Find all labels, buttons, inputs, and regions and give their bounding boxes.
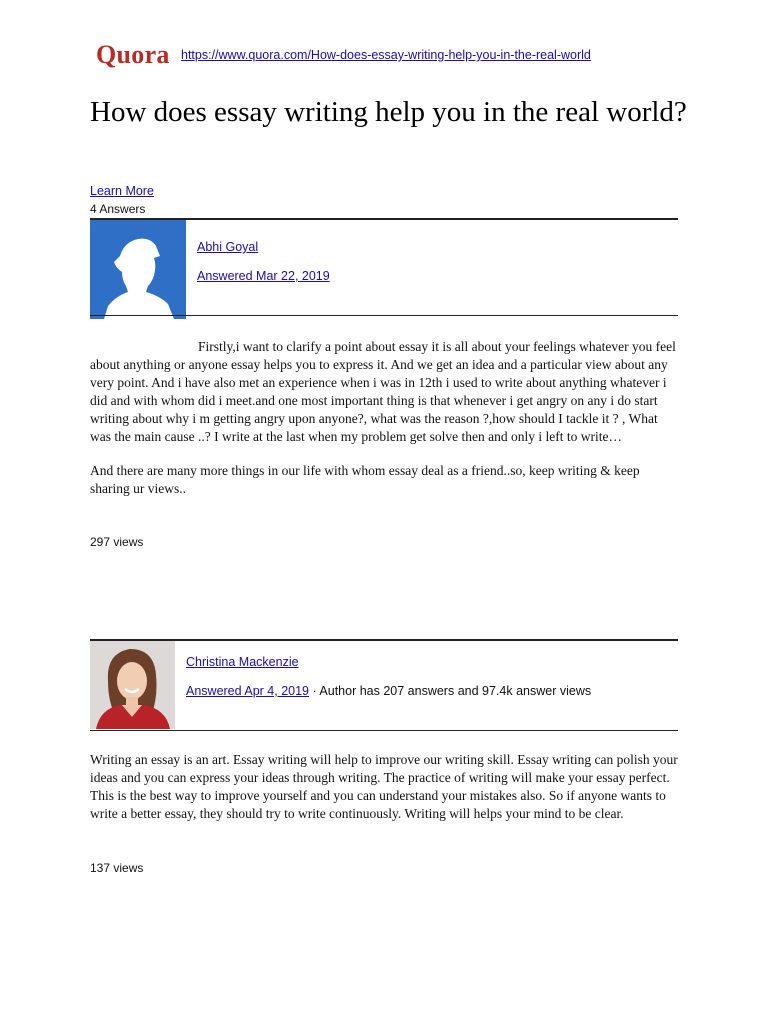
source-url-link[interactable]: https://www.quora.com/How-does-essay-writing-help-you-in-the-real-world bbox=[181, 48, 591, 62]
answer-author-link[interactable]: Abhi Goyal bbox=[197, 240, 259, 254]
question-title: How does essay writing help you in the real world? bbox=[90, 96, 687, 128]
person-silhouette-icon bbox=[90, 220, 186, 319]
avatar[interactable] bbox=[90, 220, 186, 319]
answer-date-link[interactable]: Answered Apr 4, 2019 bbox=[186, 684, 309, 698]
answer-body bbox=[90, 751, 682, 823]
answer-paragraph: And there are many more things in our life with whom essay deal as a friend..so, keep writing & keep sharing ur views.. bbox=[90, 463, 640, 496]
answer-views: 297 views bbox=[90, 535, 144, 549]
answer-meta bbox=[186, 684, 591, 698]
answer-date-link[interactable]: Answered Mar 22, 2019 bbox=[197, 269, 330, 283]
user-photo bbox=[90, 641, 175, 729]
avatar[interactable] bbox=[90, 641, 175, 729]
answer-divider-bottom bbox=[90, 730, 678, 731]
answer-paragraph: Writing an essay is an art. Essay writing will help to improve our writing skill. Essay writing can polish your ideas and you can express your ideas through writing. The practice of writing will make your essay perfect. This is the best way to improve yourself and you can understand your mistakes also. So if anyone wants to write a better essay, they should try to write continuously. Writing will helps your mind to be clear. bbox=[90, 752, 678, 821]
author-stats: · Author has 207 answers and 97.4k answer views bbox=[309, 684, 592, 698]
quora-logo[interactable]: Quora bbox=[96, 40, 170, 69]
answers-count: 4 Answers bbox=[90, 202, 146, 216]
answer-body bbox=[90, 338, 682, 498]
answer-divider-top bbox=[90, 639, 678, 641]
answer-author-link[interactable]: Christina Mackenzie bbox=[186, 655, 299, 669]
answer-divider-bottom bbox=[90, 315, 678, 316]
answer-views: 137 views bbox=[90, 861, 144, 875]
learn-more-link[interactable]: Learn More bbox=[90, 184, 154, 198]
answer-paragraph: Firstly,i want to clarify a point about essay it is all about your feelings whatever you feel about anything or anyone essay helps you to express it. And we get an idea and a particular view about any very point. And i have also met an experience when i was in 12th i used to write about anything whatever i did and with whom did i meet.and one most important thing is that whenever i get angry on any i do start writing about why i m getting angry upon anyone?, what was the reason ?,how should I tackle it ? , What was the main cause ..? I write at the last when my problem get solve then and only i left to write… bbox=[90, 339, 676, 444]
